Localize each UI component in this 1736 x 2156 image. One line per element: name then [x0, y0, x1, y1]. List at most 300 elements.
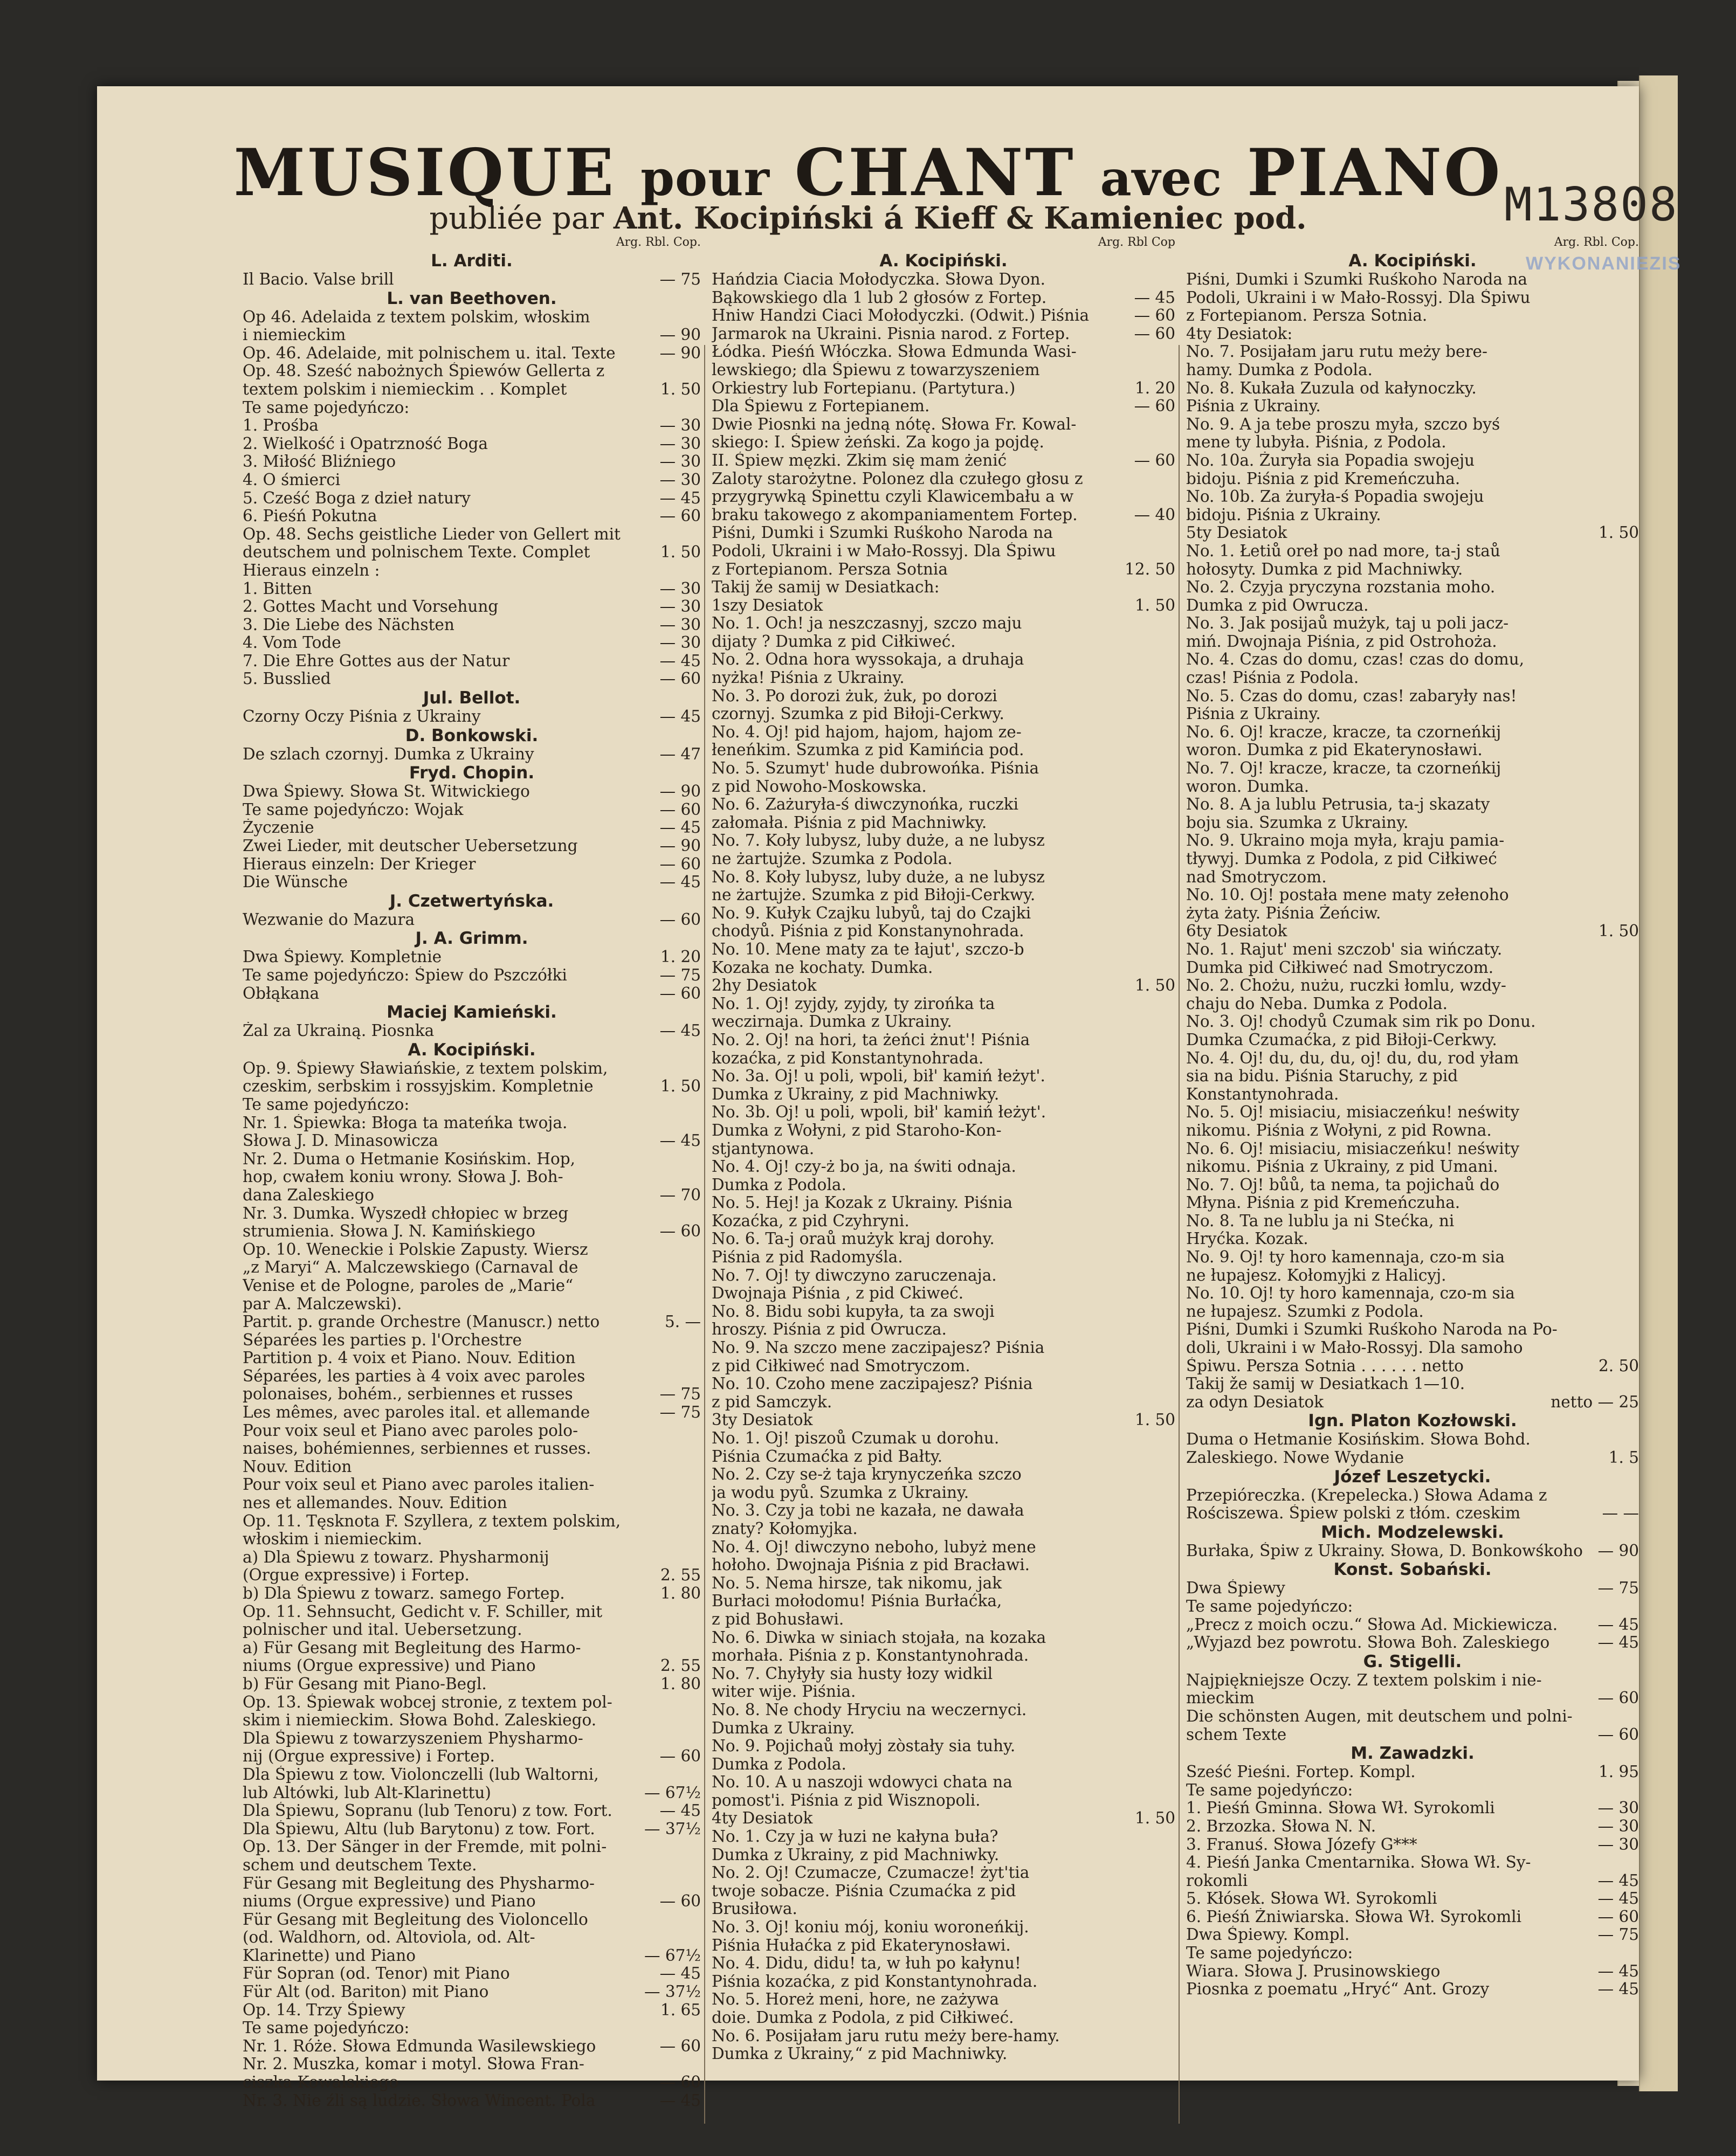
- catalog-entry: [243, 2092, 701, 2110]
- entry-title: hołoho. Dwojnaja Piśnia z pid Bracławi.: [712, 1556, 1030, 1574]
- catalog-entry: [243, 1621, 701, 1639]
- catalog-entry: [243, 1875, 701, 1893]
- entry-title: No. 6. Ta-j oraů mużyk kraj dorohy.: [712, 1230, 995, 1248]
- catalog-column-2: [712, 236, 1175, 2063]
- catalog-entry: [712, 778, 1175, 796]
- catalog-entry: [1186, 361, 1639, 379]
- entry-title: rokomli: [1186, 1871, 1248, 1890]
- entry-title: Op. 46. Adelaide, mit polnischem u. ital. Texte: [243, 344, 616, 362]
- catalog-entry: [243, 837, 701, 855]
- entry-title: Dla Śpiewu, Sopranu (lub Tenoru) z tow. Fort.: [243, 1802, 612, 1820]
- catalog-entry: [1186, 1689, 1639, 1708]
- entry-title: Kozaćka, z pid Czyhryni.: [712, 1212, 910, 1230]
- catalog-entry: [712, 1122, 1175, 1140]
- catalog-entry: [243, 948, 701, 966]
- price-header: Arg. Rbl. Cop.: [616, 236, 701, 249]
- catalog-entry: [1186, 1086, 1639, 1104]
- entry-title: Śpiwu. Persza Sotnia . . . . . . netto: [1186, 1357, 1464, 1375]
- entry-price: — 45: [659, 651, 701, 670]
- catalog-entry: [1186, 1049, 1639, 1068]
- entry-title: b) Für Gesang mit Piano-Begl.: [243, 1675, 487, 1693]
- catalog-entry: [1186, 1212, 1639, 1231]
- catalog-entry: [1186, 669, 1639, 687]
- catalog-entry: [1186, 343, 1639, 361]
- entry-title: bidoju. Piśnia z pid Kremeńczuha.: [1186, 469, 1461, 488]
- entry-price: — 45: [1597, 1871, 1639, 1890]
- entry-title: Dumka pid Ciłkiweć nad Smotryczom.: [1186, 958, 1494, 977]
- entry-title: Dumka z pid Owrucza.: [1186, 596, 1369, 614]
- catalog-entry: [1186, 1616, 1639, 1634]
- entry-price: — 75: [659, 270, 701, 288]
- entry-title: No. 2. Oj! na hori, ta żeńci żnut'! Piśnia: [712, 1031, 1030, 1049]
- entry-title: No. 6. Oj! kracze, kracze, ta czorneńkij: [1186, 723, 1501, 741]
- catalog-entry: [712, 1792, 1175, 1810]
- catalog-entry: [243, 271, 701, 289]
- entry-title: No. 9. Oj! ty horo kamennaja, czo-m sia: [1186, 1248, 1505, 1267]
- catalog-entry: [712, 1321, 1175, 1339]
- catalog-entry: [243, 801, 701, 819]
- catalog-entry: [1186, 1487, 1639, 1505]
- catalog-entry: [1186, 977, 1639, 995]
- entry-price: — 60: [1134, 306, 1175, 325]
- catalog-entry: [712, 1828, 1175, 1846]
- entry-price: 1. 20: [1134, 378, 1175, 397]
- entry-title: Piśni, Dumki i Szumki Ruśkoho Naroda na: [1186, 271, 1527, 288]
- entry-title: Bąkowskiego dla 1 lub 2 głosów z Fortep.: [712, 288, 1047, 307]
- entry-title: No. 1. Oj! zyjdy, zyjdy, ty zirońka ta: [712, 994, 995, 1013]
- entry-price: — 60: [659, 669, 701, 688]
- catalog-entry: [712, 669, 1175, 687]
- catalog-entry: [243, 1277, 701, 1295]
- catalog-entry: [1186, 1890, 1639, 1908]
- catalog-sheet: [97, 86, 1682, 2110]
- catalog-entry: [243, 1711, 701, 1730]
- catalog-entry: [712, 2009, 1175, 2027]
- catalog-entry: [1186, 1067, 1639, 1086]
- entry-price: — 90: [1597, 1541, 1639, 1560]
- catalog-entry: [712, 1140, 1175, 1158]
- ink-stamp: WYKONANIEZIS: [1526, 253, 1682, 274]
- entry-price: — 30: [1597, 1799, 1639, 1818]
- entry-title: No. 8. Bidu sobi kupyła, ta za swoji: [712, 1302, 995, 1321]
- catalog-entry: [1186, 995, 1639, 1013]
- catalog-entry: [712, 1864, 1175, 1882]
- catalog-entry: [712, 1592, 1175, 1611]
- catalog-entry: [712, 1103, 1175, 1122]
- entry-title: Séparées, les parties à 4 voix avec paroles: [243, 1367, 585, 1385]
- entry-price: — 67½: [644, 1946, 701, 1965]
- catalog-entry: [243, 362, 701, 381]
- catalog-entry: [712, 1756, 1175, 1774]
- catalog-entry: [243, 1205, 701, 1223]
- entry-title: 2. Wielkość i Opatrzność Boga: [243, 434, 488, 453]
- entry-title: Dwojnaja Piśnia , z pid Ckiweć.: [712, 1284, 964, 1303]
- entry-title: braku takowego z akompaniamentem Fortep.: [712, 506, 1078, 524]
- catalog-entry: [1186, 433, 1639, 452]
- entry-title: 2hy Desiatok: [712, 977, 817, 995]
- entry-title: Nr. 1. Róże. Słowa Edmunda Wasilewskiego: [243, 2037, 596, 2055]
- entry-title: ne łupajesz. Kołomyjki z Halicyj.: [1186, 1266, 1446, 1284]
- catalog-entry: [243, 1802, 701, 1820]
- entry-title: No. 7. Oj! bůů, ta nema, ta pojichaů do: [1186, 1176, 1500, 1194]
- catalog-entry: [1186, 1248, 1639, 1267]
- catalog-entry: [243, 1422, 701, 1440]
- entry-title: hop, cwałem koniu wrony. Słowa J. Boh-: [243, 1168, 563, 1186]
- catalog-entry: [1186, 1908, 1639, 1926]
- entry-title: „Precz z moich oczu.“ Słowa Ad. Mickiewicza.: [1186, 1615, 1558, 1634]
- catalog-entry: [1186, 1542, 1639, 1560]
- entry-title: No. 3. Oj! chodyů Czumak sim rik po Donu.: [1186, 1013, 1536, 1031]
- entry-title: Łódka. Pieśń Włóczka. Słowa Edmunda Wasi-: [712, 343, 1077, 361]
- entry-price: — 45: [1597, 1633, 1639, 1652]
- entry-title: 4ty Desiatok:: [1186, 324, 1293, 343]
- catalog-entry: [712, 2027, 1175, 2046]
- catalog-entry: [712, 1393, 1175, 1412]
- entry-title: nij (Orgue expressive) i Fortep.: [243, 1747, 495, 1766]
- entry-title: polnischer und ital. Uebersetzung.: [243, 1621, 522, 1639]
- entry-title: Rościszewa. Śpiew polski z tłóm. czeskim: [1186, 1504, 1521, 1523]
- entry-title: Op. 11. Sehnsucht, Gedicht v. F. Schiller, mit: [243, 1602, 603, 1621]
- catalog-entry: [1186, 597, 1639, 615]
- entry-title: 6ty Desiatok: [1186, 922, 1287, 941]
- entry-title: doie. Dumka z Podola, z pid Ciłkiweć.: [712, 2009, 1014, 2027]
- entry-price: — 75: [1597, 1579, 1639, 1598]
- catalog-entry: [243, 1259, 701, 1277]
- entry-title: miń. Dwojnaja Piśnia, z pid Ostrohoża.: [1186, 632, 1497, 651]
- catalog-entry: [1186, 1726, 1639, 1744]
- entry-title: z pid Nowoho-Moskowska.: [712, 777, 927, 796]
- entry-title: No. 7. Posijałam jaru rutu meży bere-: [1186, 343, 1487, 361]
- entry-price: — 45: [1597, 1615, 1639, 1634]
- entry-title: Séparées les parties p. l'Orchestre: [243, 1331, 522, 1349]
- entry-title: nes et allemandes. Nouv. Edition: [243, 1494, 507, 1512]
- composer-heading: A. Kocipiński.: [879, 251, 1008, 271]
- catalog-entry: [1186, 1267, 1639, 1285]
- catalog-entry: [712, 578, 1175, 597]
- catalog-entry: [1186, 578, 1639, 597]
- entry-title: 4. Pieśń Janka Cmentarnika. Słowa Wł. Sy-: [1186, 1854, 1531, 1872]
- entry-title: Kozaka ne kochaty. Dumka.: [712, 958, 933, 977]
- entry-price: 1. 50: [660, 1077, 701, 1096]
- entry-title: Partit. p. grande Orchestre (Manuscr.) netto: [243, 1313, 600, 1331]
- catalog-entry: [1186, 705, 1639, 723]
- composer-heading: Fryd. Chopin.: [409, 763, 535, 783]
- catalog-entry: [243, 453, 701, 471]
- composer-heading: D. Bonkowski.: [405, 725, 539, 745]
- entry-price: 1. 80: [660, 1674, 701, 1693]
- catalog-entry: [712, 1973, 1175, 1991]
- entry-title: Te same pojedyńczo:: [243, 398, 410, 417]
- entry-title: Op. 11. Tęsknota F. Szyllera, z textem polskim,: [243, 1512, 621, 1530]
- entry-title: Te same pojedyńczo: Śpiew do Pszczółki: [243, 966, 567, 984]
- composer-heading: L. Arditi.: [431, 251, 513, 271]
- catalog-entry: [243, 1549, 701, 1567]
- catalog-entry: [712, 1538, 1175, 1557]
- catalog-entry: [1186, 1671, 1639, 1690]
- catalog-entry: [1186, 1763, 1639, 1781]
- entry-title: Op. 48. Sechs geistliche Lieder von Gellert mit: [243, 525, 621, 543]
- catalog-entry: [1186, 1321, 1639, 1339]
- entry-title: Dwa Śpiewy: [1186, 1579, 1285, 1598]
- entry-title: Dwa Śpiewy. Kompletnie: [243, 948, 442, 966]
- entry-price: — 67½: [644, 1783, 701, 1802]
- entry-title: 3. Franuś. Słowa Józefy G***: [1186, 1835, 1417, 1854]
- column-divider: [704, 345, 705, 2124]
- catalog-entry: [243, 1476, 701, 1494]
- entry-title: No. 2. Czy se-ż taja krynyczeńka szczo: [712, 1466, 1022, 1484]
- catalog-entry: [712, 1484, 1175, 1502]
- entry-price: netto — 25: [1551, 1392, 1639, 1411]
- catalog-entry: [243, 1694, 701, 1712]
- entry-price: 1. 50: [660, 543, 701, 562]
- catalog-entry: [243, 1947, 701, 1965]
- catalog-entry: [1186, 1176, 1639, 1194]
- composer-heading: A. Kocipiński.: [1348, 251, 1477, 271]
- catalog-entry: [243, 1077, 701, 1096]
- catalog-entry: [1186, 741, 1639, 759]
- catalog-entry: [712, 1230, 1175, 1248]
- entry-price: 1. 65: [660, 2000, 701, 2019]
- entry-price: — 30: [1597, 1816, 1639, 1835]
- entry-title: skim i niemieckim. Słowa Bohd. Zaleskiego.: [243, 1711, 597, 1730]
- catalog-entry: [712, 1683, 1175, 1701]
- entry-title: Burłaci mołodomu! Piśnia Burłaćka,: [712, 1592, 1002, 1611]
- composer-heading: J. Czetwertyńska.: [389, 891, 554, 911]
- composer-heading: Mich. Modzelewski.: [1321, 1522, 1504, 1542]
- entry-price: — 60: [659, 800, 701, 819]
- catalog-entry: [1186, 289, 1639, 307]
- entry-price: — 30: [659, 597, 701, 616]
- entry-title: mieckim: [1186, 1689, 1255, 1708]
- entry-title: Młyna. Piśnia z pid Kremeńczuha.: [1186, 1194, 1461, 1212]
- catalog-entry: [1186, 1375, 1639, 1393]
- entry-title: 2. Brzozka. Słowa N. N.: [1186, 1817, 1376, 1835]
- catalog-entry: [243, 1241, 701, 1259]
- catalog-entry: [712, 1665, 1175, 1683]
- entry-title: No. 1. Czy ja w łuzi ne kałyna buła?: [712, 1828, 998, 1846]
- entry-title: Hieraus einzeln: Der Krieger: [243, 855, 476, 873]
- entry-title: 7. Die Ehre Gottes aus der Natur: [243, 652, 510, 670]
- entry-price: — 37½: [644, 1819, 701, 1838]
- catalog-entry: [712, 1176, 1175, 1194]
- entry-title: kozaćka, z pid Konstantynohrada.: [712, 1049, 984, 1067]
- entry-title: Dumka z Podola.: [712, 1755, 846, 1773]
- catalog-entry: [1186, 561, 1639, 579]
- entry-title: a) Dla Śpiewu z towarz. Physharmonij: [243, 1548, 549, 1566]
- catalog-entry: [712, 1013, 1175, 1031]
- entry-title: No. 3. Po dorozi żuk, żuk, po dorozi: [712, 687, 997, 705]
- entry-price: — 90: [659, 837, 701, 855]
- entry-title: Dumka z Podola.: [712, 1176, 846, 1194]
- entry-title: Dwie Piosnki na jedną nótę. Słowa Fr. Kowal-: [712, 415, 1077, 433]
- catalog-entry: [712, 1937, 1175, 1955]
- entry-title: Podoli, Ukraini i w Mało-Rossyj. Dla Śpiwu: [1186, 288, 1531, 307]
- entry-title: textem polskim i niemieckim . . Komplet: [243, 380, 567, 398]
- entry-price: 1. 5: [1608, 1448, 1639, 1467]
- catalog-entry: [712, 1049, 1175, 1068]
- catalog-entry: [1186, 1140, 1639, 1158]
- entry-title: Konstantynohrada.: [1186, 1085, 1339, 1103]
- entry-title: bidoju. Piśnia z Ukrainy.: [1186, 506, 1381, 524]
- entry-title: skiego: I. Śpiew żeński. Za kogo ja pojdę.: [712, 433, 1044, 452]
- entry-title: łeneńkim. Szumka z pid Kamińcia pod.: [712, 741, 1024, 759]
- entry-title: No. 6. Zażuryła-ś diwczynońka, ruczki: [712, 796, 1019, 814]
- composer-heading: L. van Beethoven.: [387, 288, 557, 308]
- entry-title: stjantynowa.: [712, 1139, 815, 1158]
- catalog-entry: [243, 326, 701, 344]
- entry-title: Für Alt (od. Bariton) mit Piano: [243, 1983, 489, 2001]
- catalog-entry: [712, 922, 1175, 941]
- catalog-entry: [243, 1186, 701, 1205]
- entry-title: 1szy Desiatok: [712, 596, 823, 614]
- entry-title: No. 10. A u naszoji wdowyci chata na: [712, 1773, 1012, 1792]
- entry-title: Piśni, Dumki i Szumki Ruśkoho Naroda na Po-: [1186, 1321, 1558, 1339]
- catalog-entry: [712, 1284, 1175, 1303]
- entry-price: — 30: [659, 579, 701, 598]
- entry-title: b) Dla Śpiewu z towarz. samego Fortep.: [243, 1585, 565, 1602]
- entry-price: — 45: [659, 1021, 701, 1040]
- entry-title: Piśnia Czumaćka z pid Bałty.: [712, 1447, 943, 1466]
- catalog-entry: [712, 597, 1175, 615]
- entry-title: No. 3b. Oj! u poli, wpoli, bił' kamiń łeżyt'.: [712, 1103, 1046, 1122]
- entry-title: Słowa J. D. Minasowicza: [243, 1132, 438, 1150]
- entry-price: — 60: [1134, 451, 1175, 469]
- catalog-entry: [1186, 1799, 1639, 1818]
- entry-title: No. 10. Oj! ty horo kamennaja, czo-m sia: [1186, 1284, 1515, 1303]
- entry-title: morhała. Piśnia z p. Konstantynohrada.: [712, 1647, 1029, 1665]
- catalog-entry: [1186, 1031, 1639, 1049]
- entry-title: 1. Pieśń Gminna. Słowa Wł. Syrokomli: [1186, 1799, 1495, 1818]
- entry-price: — 30: [659, 633, 701, 652]
- entry-title: No. 9. Pojichaů mołyj zòstały sia tuhy.: [712, 1737, 1016, 1756]
- entry-price: — 60: [659, 1892, 701, 1911]
- catalog-entry: [1186, 307, 1639, 325]
- entry-title: 3. Miłość Bliźniego: [243, 453, 396, 471]
- entry-price: — 60: [659, 854, 701, 873]
- composer-heading: Ign. Platon Kozłowski.: [1308, 1411, 1517, 1431]
- catalog-entry: [243, 435, 701, 453]
- catalog-entry: [1186, 1013, 1639, 1031]
- catalog-entry: [243, 966, 701, 985]
- catalog-entry: [712, 1339, 1175, 1357]
- entry-title: Nr. 2. Muszka, komar i motyl. Słowa Fran-: [243, 2055, 584, 2074]
- entry-title: Für Gesang mit Begleitung des Violoncello: [243, 1910, 588, 1929]
- entry-title: schem und deutschem Texte.: [243, 1856, 477, 1874]
- entry-price: 2. 50: [1598, 1356, 1639, 1375]
- entry-title: naises, bohémiennes, serbiennes et russes.: [243, 1440, 591, 1458]
- entry-price: 1. 80: [660, 1584, 701, 1602]
- catalog-entry: [243, 873, 701, 892]
- entry-title: Für Sopran (od. Tenor) mit Piano: [243, 1965, 510, 1983]
- catalog-entry: [243, 1983, 701, 2001]
- entry-title: No. 4. Oj! czy-ż bo ja, na świti odnaja.: [712, 1158, 1016, 1176]
- entry-title: Nr. 2. Duma o Hetmanie Kosińskim. Hop,: [243, 1150, 576, 1168]
- catalog-entry: [243, 381, 701, 399]
- entry-price: — 30: [659, 416, 701, 435]
- catalog-entry: [243, 1168, 701, 1186]
- catalog-entry: [712, 488, 1175, 506]
- entry-title: Dla Śpiewu, Altu (lub Barytonu) z tow. Fort.: [243, 1820, 595, 1838]
- catalog-entry: [712, 1466, 1175, 1484]
- catalog-entry: [243, 1675, 701, 1694]
- entry-price: — 30: [659, 470, 701, 489]
- catalog-column-3: [1186, 236, 1639, 2058]
- entry-title: ne żartujże. Szumka z pid Biłoji-Cerkwy.: [712, 886, 1036, 904]
- entry-price: 1. 50: [1598, 922, 1639, 941]
- catalog-entry: [1186, 416, 1639, 434]
- entry-price: 1. 50: [1598, 523, 1639, 542]
- catalog-entry: [1186, 778, 1639, 796]
- entry-price: — 75: [659, 1403, 701, 1422]
- entry-title: No. 1. Łetiů oreł po nad more, ta-j staů: [1186, 542, 1500, 560]
- entry-title: dijaty ? Dumka z pid Ciłkiweć.: [712, 632, 956, 651]
- entry-title: Piśni, Dumki i Szumki Ruśkoho Naroda na: [712, 524, 1053, 542]
- catalog-entry: [243, 1494, 701, 1512]
- entry-title: ja wodu pyů. Szumka z Ukrainy.: [712, 1483, 969, 1502]
- catalog-entry: [1186, 1926, 1639, 1944]
- catalog-entry: [1186, 506, 1639, 524]
- entry-title: Die schönsten Augen, mit deutschem und polni-: [1186, 1707, 1573, 1725]
- catalog-entry: [243, 1060, 701, 1078]
- entry-title: Dumka z Wołyni, z pid Staroho-Kon-: [712, 1121, 1002, 1139]
- entry-title: Piśnia z Ukrainy.: [1186, 705, 1321, 723]
- entry-price: 2. 55: [660, 1656, 701, 1675]
- entry-title: Op. 13. Śpiewak wobcej stronie, z textem pol-: [243, 1693, 612, 1711]
- composer-heading: M. Zawadzki.: [1351, 1744, 1475, 1764]
- composer-heading: Józef Leszetycki.: [1334, 1467, 1491, 1487]
- entry-title: Op. 10. Weneckie i Polskie Zapusty. Wiersz: [243, 1240, 588, 1259]
- catalog-entry: [1186, 1158, 1639, 1176]
- composer-heading: A. Kocipiński.: [408, 1040, 536, 1060]
- entry-title: No. 8. Ne chody Hryciu na weczernyci.: [712, 1701, 1027, 1719]
- entry-title: Dla Śpiewu z towarzyszeniem Physharmo-: [243, 1729, 583, 1747]
- entry-title: polonaises, bohém., serbiennes et russes: [243, 1385, 573, 1404]
- catalog-entry: [712, 1737, 1175, 1756]
- entry-title: No. 4. Oj! diwczyno neboho, lubyż mene: [712, 1538, 1036, 1556]
- catalog-entry: [712, 2045, 1175, 2063]
- entry-title: Podoli, Ukraini i w Mało-Rossyj. Dla Śpiwu: [712, 542, 1056, 560]
- entry-title: Burłaka, Śpiw z Ukrainy. Słowa, D. Bonkowśkoho: [1186, 1542, 1583, 1560]
- entry-title: Zaloty starożytne. Polonez dla czułego głosu z: [712, 469, 1083, 488]
- entry-title: chaju do Neba. Dumka z Podola.: [1186, 994, 1448, 1013]
- catalog-entry: [712, 651, 1175, 669]
- catalog-entry: [712, 705, 1175, 723]
- entry-title: Piosnka z poematu „Hryć“ Ant. Grozy: [1186, 1980, 1490, 1999]
- catalog-entry: [1186, 904, 1639, 923]
- catalog-entry: [1186, 452, 1639, 470]
- entry-title: No. 6. Oj! misiaciu, misiaczeńku! neświty: [1186, 1139, 1520, 1158]
- catalog-entry: [243, 911, 701, 929]
- catalog-entry: [243, 708, 701, 726]
- entry-price: — 37½: [644, 1982, 701, 2001]
- entry-price: — 60: [659, 984, 701, 1003]
- entry-title: niums (Orgue expressive) und Piano: [243, 1892, 536, 1911]
- entry-title: Orkiestry lub Fortepianu. (Partytura.): [712, 379, 1016, 397]
- catalog-entry: [1186, 1303, 1639, 1321]
- entry-title: z pid Ciłkiweć nad Smotryczom.: [712, 1357, 970, 1375]
- catalog-entry: [243, 399, 701, 417]
- entry-title: Hryćka. Kozak.: [1186, 1230, 1308, 1248]
- entry-title: No. 6. Diwka w siniach stojała, na kozaka: [712, 1628, 1046, 1647]
- entry-title: chodyů. Piśnia z pid Konstanynohrada.: [712, 922, 1024, 941]
- catalog-entry: [1186, 325, 1639, 343]
- entry-title: II. Śpiew męzki. Zkim się mam żenić: [712, 451, 1007, 469]
- catalog-entry: [243, 2074, 701, 2092]
- entry-title: Nr. 3. Nie źli są ludzie. Słowa Wincent. Pola: [243, 2091, 596, 2110]
- entry-price: — 90: [659, 326, 701, 344]
- catalog-entry: [712, 796, 1175, 814]
- catalog-entry: [1186, 542, 1639, 561]
